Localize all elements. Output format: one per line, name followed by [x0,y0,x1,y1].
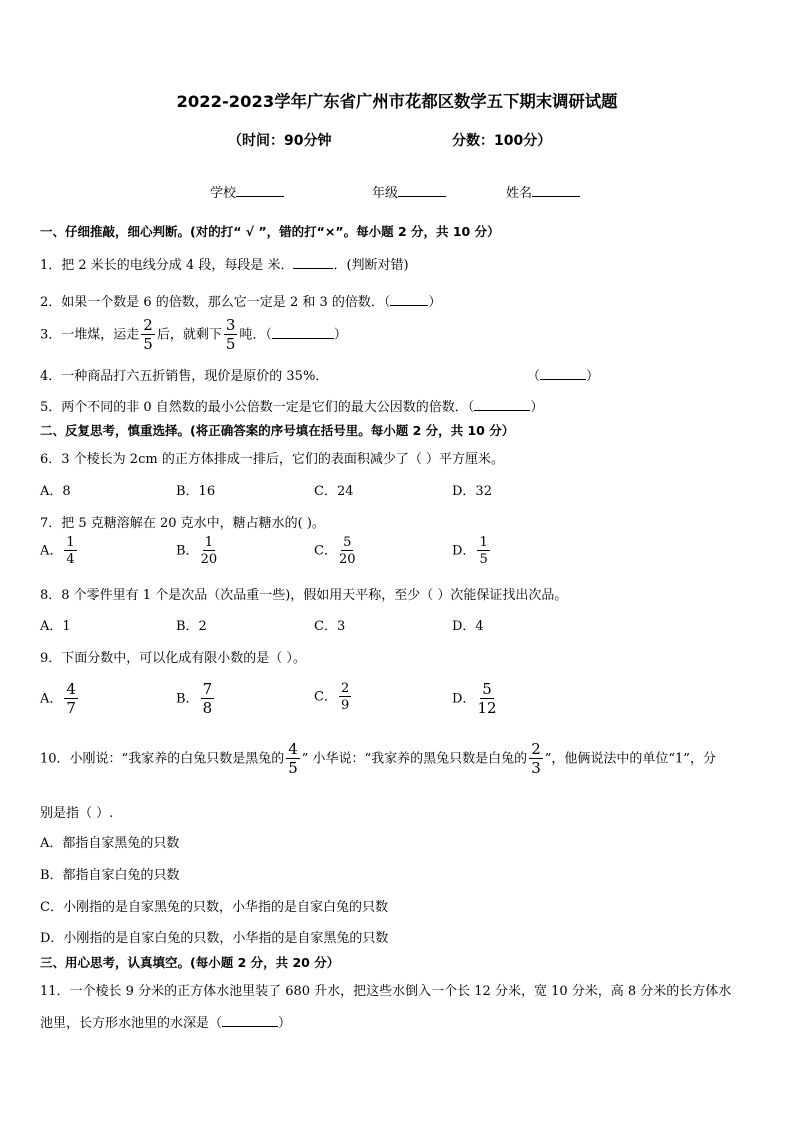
q9-den-a: 7 [66,699,76,717]
q9-label-d: D． [452,691,476,707]
question-8: 8．8 个零件里有 1 个是次品（次品重一些)，假如用天平称，至少（ ）次能保证找出次品。 [40,588,568,603]
question-11: 11．一个棱长 9 分米的正方体水池里装了 680 升水，把这些水倒入一个长 12 分米，宽 10 分米，高 8 分米的长方体水 [40,984,732,999]
question-4: 4．一种商品打六五折销售，现价是原价的 35%． [40,369,329,384]
q9-fraction-d [477,682,496,716]
q1-tail: ．(判断对错) [333,258,409,273]
q9-num-a: 4 [66,680,76,698]
question-6: 6．3 个棱长为 2cm 的正方体排成一排后，它们的表面积减少了（ ）平方厘米。 [40,452,504,467]
q4-open: （ [527,369,541,384]
q9-option-a[interactable] [40,682,80,716]
school-field [210,182,284,201]
name-label: 姓名 [506,186,533,201]
q7-num-c: 5 [343,535,352,550]
q10-text-c: ”，他俩说法中的单位“1”，分 [544,751,716,767]
q2-tail: ） [428,295,442,310]
q10-den-2: 3 [531,759,541,777]
question-9: 9．下面分数中，可以化成有限小数的是（ ）。 [40,651,306,666]
q2-text: 2．如果一个数是 6 的倍数，那么它一定是 2 和 3 的倍数．（ [40,295,391,310]
q11-tail: ） [278,1016,292,1031]
q5-text: 5．两个不同的非 0 自然数的最小公倍数一定是它们的最大公因数的倍数．（ [40,400,475,415]
q3-blank[interactable] [272,326,334,339]
q7-option-a[interactable] [40,536,79,566]
q7-fraction-a [64,536,76,566]
q7-den-b: 20 [200,552,218,567]
exam-score: 分数：100分） [452,133,552,149]
q8-option-d[interactable]: D．4 [452,619,484,634]
q10-fraction-1 [286,742,300,776]
q7-option-b[interactable] [176,536,219,566]
q7-label-b: B． [176,543,199,559]
q6-option-b[interactable]: B．16 [176,484,216,499]
q10-option-d[interactable]: D．小刚指的是自家白兔的只数，小华指的是自家黑兔的只数 [40,931,389,946]
q11-line2 [40,1012,291,1031]
question-5 [40,396,543,415]
q10-text-a: 10．小刚说：“我家养的白兔只数是黑兔的 [40,751,285,767]
q3-den-1: 5 [143,335,153,353]
section2-heading: 二、反复思考，慎重选择。(将正确答案的序号填在括号里。每小题 2 分，共 10 分） [40,423,515,438]
q8-option-b[interactable]: B．2 [176,619,207,634]
q10-option-b[interactable]: B．都指自家白兔的只数 [40,868,180,883]
q9-den-b: 8 [202,699,213,717]
q3-tail: ） [333,327,347,343]
q3-text-b: 后，就剩下 [156,327,222,343]
q3-num-1: 2 [143,316,153,334]
q2-blank[interactable] [390,293,428,306]
q7-option-c[interactable] [314,536,358,566]
q9-label-c: C． [314,689,337,705]
q9-num-c: 2 [340,681,350,696]
q7-fraction-c [339,536,356,566]
q7-fraction-b [201,536,218,566]
name-blank[interactable] [532,184,580,197]
q7-den-d: 5 [479,552,488,567]
q6-option-d[interactable]: D．32 [452,484,492,499]
q7-den-a: 4 [66,552,75,567]
q10-num-1: 4 [288,740,298,758]
question-1 [40,254,409,273]
q5-tail: ） [530,400,544,415]
q9-option-c[interactable] [314,682,353,712]
q9-num-d: 5 [482,680,492,698]
q7-label-d: D． [452,543,476,559]
q5-blank[interactable] [474,398,530,411]
q9-den-c: 9 [340,698,350,713]
exam-time: （时间：90分钟 [228,133,332,149]
exam-title: 2022-2023学年广东省广州市花都区数学五下期末调研试题 [176,92,618,111]
q7-num-b: 1 [204,535,213,550]
q10-option-c[interactable]: C．小刚指的是自家黑兔的只数，小华指的是自家白兔的只数 [40,900,388,915]
q6-option-a[interactable]: A．8 [40,484,71,499]
q10-line2: 别是指（ ）. [40,806,114,821]
q10-option-a[interactable]: A．都指自家黑兔的只数 [40,836,180,851]
q7-den-c: 20 [338,552,356,567]
school-blank[interactable] [236,184,284,197]
q7-num-a: 1 [66,535,75,550]
q4-blank[interactable] [540,367,586,380]
q9-num-b: 7 [202,680,213,698]
q9-fraction-b [201,682,215,716]
question-7: 7．把 5 克糖溶解在 20 克水中，糖占糖水的( )。 [40,516,325,531]
question-3 [40,318,347,352]
q4-answer [527,365,599,384]
q9-den-d: 12 [477,699,497,717]
q3-num-2: 3 [225,316,236,334]
q10-num-2: 2 [531,740,541,758]
q7-num-d: 1 [479,535,488,550]
question-10 [40,742,716,776]
name-field [506,182,580,201]
q9-label-a: A． [40,691,63,707]
q4-close: ） [586,369,600,384]
grade-blank[interactable] [398,184,446,197]
q1-blank[interactable] [293,256,333,269]
q10-den-1: 5 [288,759,298,777]
q9-fraction-c [339,682,351,712]
grade-field [372,182,446,201]
q7-fraction-d [477,536,489,566]
q3-den-2: 5 [225,335,236,353]
q10-fraction-2 [529,742,543,776]
q9-label-b: B． [176,691,199,707]
q3-fraction-1 [141,318,155,352]
q9-fraction-a [64,682,78,716]
q1-text: 1．把 2 米长的电线分成 4 段，每段是 米． [40,258,294,273]
section3-heading: 三、用心思考，认真填空。(每小题 2 分，共 20 分） [40,955,340,970]
q8-option-a[interactable]: A．1 [40,619,71,634]
section1-heading: 一、仔细推敲，细心判断。(对的打“ √ ”，错的打“×”。每小题 2 分，共 10 分） [40,224,500,239]
q7-label-a: A． [40,543,63,559]
grade-label: 年级 [372,186,399,201]
q3-fraction-2 [224,318,238,352]
q8-option-c[interactable]: C．3 [314,619,346,634]
q10-text-b: ” 小华说：“我家养的黑兔只数是白兔的 [301,751,528,767]
q3-text-a: 3．一堆煤，运走 [40,327,140,343]
q7-label-c: C． [314,543,337,559]
q7-option-d[interactable] [452,536,492,566]
q3-text-c: 吨．（ [239,327,272,343]
q9-option-b[interactable] [176,682,216,716]
question-2 [40,291,441,310]
q6-option-c[interactable]: C．24 [314,484,354,499]
school-label: 学校 [210,186,237,201]
q11-text: 池里，长方形水池里的水深是（ [40,1016,223,1031]
q11-blank[interactable] [222,1014,278,1027]
q9-option-d[interactable] [452,682,499,716]
